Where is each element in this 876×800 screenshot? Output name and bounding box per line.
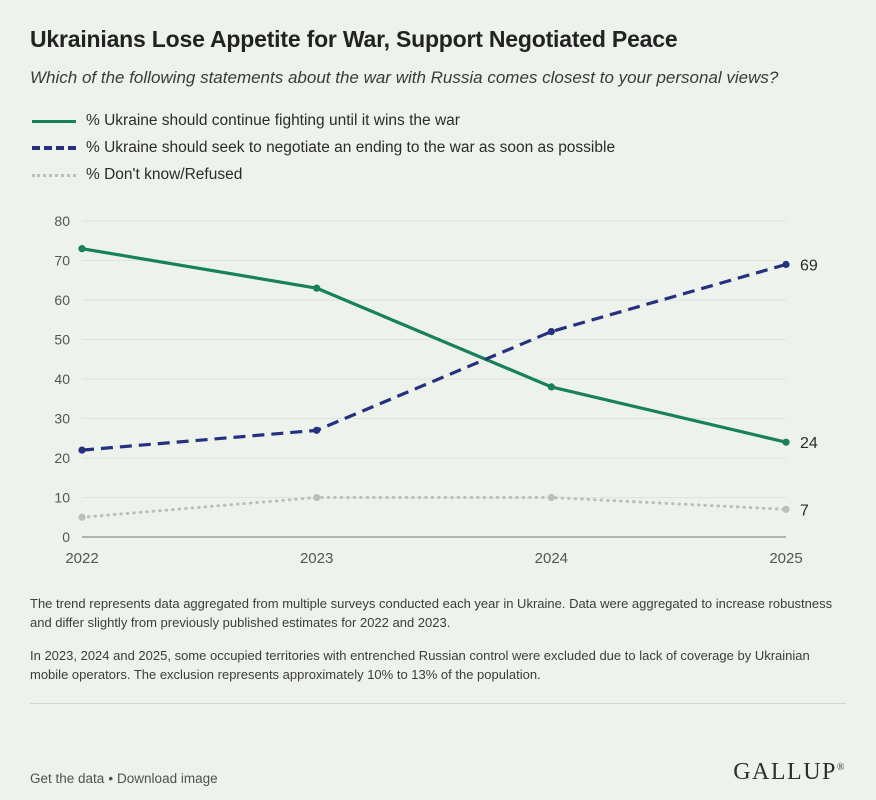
download-image-link[interactable]: Download image bbox=[117, 771, 218, 786]
chart-legend bbox=[32, 112, 846, 193]
series-end-label-0: 24 bbox=[800, 435, 818, 453]
link-separator: • bbox=[108, 771, 114, 786]
series-line-0 bbox=[82, 249, 786, 443]
data-point bbox=[548, 494, 555, 501]
y-axis-tick-label: 60 bbox=[54, 292, 70, 309]
registered-mark: ® bbox=[836, 762, 846, 773]
data-point bbox=[548, 384, 555, 391]
gallup-logo bbox=[733, 759, 846, 786]
y-axis-tick-label: 30 bbox=[54, 410, 70, 427]
line-chart bbox=[30, 207, 846, 577]
chart-subtitle: Which of the following statements about the war with Russia comes closest to your personal views? bbox=[30, 67, 779, 87]
y-axis-tick-label: 40 bbox=[54, 371, 70, 388]
legend-swatch-dashed-line-icon bbox=[32, 141, 76, 155]
x-axis-tick-label: 2023 bbox=[299, 550, 334, 568]
y-axis-tick-label: 0 bbox=[62, 529, 70, 546]
series-line-2 bbox=[82, 498, 786, 518]
data-point bbox=[313, 285, 320, 292]
legend-item-continue-fighting bbox=[32, 112, 846, 130]
series-end-label-2: 7 bbox=[800, 502, 809, 520]
y-axis-tick-label: 70 bbox=[54, 252, 70, 269]
data-point bbox=[782, 261, 789, 268]
page-title: Ukrainians Lose Appetite for War, Support Negotiated Peace bbox=[30, 26, 678, 52]
x-axis-tick-label: 2024 bbox=[534, 550, 569, 568]
gallup-wordmark: GALLUP bbox=[733, 759, 837, 785]
get-the-data-link[interactable]: Get the data bbox=[30, 771, 105, 786]
y-axis-tick-label: 10 bbox=[54, 489, 70, 506]
x-axis-tick-label: 2025 bbox=[769, 550, 803, 568]
legend-item-negotiate bbox=[32, 139, 846, 157]
data-point bbox=[78, 447, 85, 454]
x-axis-tick-label: 2022 bbox=[65, 550, 99, 568]
data-point bbox=[313, 427, 320, 434]
data-point bbox=[313, 494, 320, 501]
chart-footnotes bbox=[30, 595, 846, 698]
y-axis-tick-label: 20 bbox=[54, 450, 70, 467]
footer-divider bbox=[30, 703, 846, 704]
data-point bbox=[782, 439, 789, 446]
series-end-label-1: 69 bbox=[800, 257, 818, 275]
footer-links bbox=[30, 771, 218, 786]
y-axis-tick-label: 50 bbox=[54, 331, 70, 348]
data-point bbox=[782, 506, 789, 513]
legend-label: % Don't know/Refused bbox=[86, 166, 243, 184]
data-point bbox=[78, 514, 85, 521]
legend-swatch-dotted-line-icon bbox=[32, 168, 76, 182]
y-axis-tick-label: 80 bbox=[54, 213, 70, 230]
legend-swatch-solid-line-icon bbox=[32, 114, 76, 128]
legend-label: % Ukraine should seek to negotiate an ending to the war as soon as possible bbox=[86, 139, 616, 157]
footnote-2: In 2023, 2024 and 2025, some occupied territories with entrenched Russian control were excluded due to lack of coverage by Ukrainian mobile operators. The exclusion represents approximately 10% to 13% of the population. bbox=[30, 647, 810, 682]
footnote-1: The trend represents data aggregated from multiple surveys conducted each year in Ukraine. Data were aggregated to increase robustness and differ slightly from previously published estimates for 2022 and 2023. bbox=[30, 596, 833, 631]
data-point bbox=[78, 245, 85, 252]
series-line-1 bbox=[82, 265, 786, 451]
data-point bbox=[548, 328, 555, 335]
chart-footer bbox=[30, 753, 846, 786]
legend-label: % Ukraine should continue fighting until it wins the war bbox=[86, 112, 460, 130]
chart-canvas bbox=[30, 207, 846, 577]
legend-item-dont-know bbox=[32, 166, 846, 184]
